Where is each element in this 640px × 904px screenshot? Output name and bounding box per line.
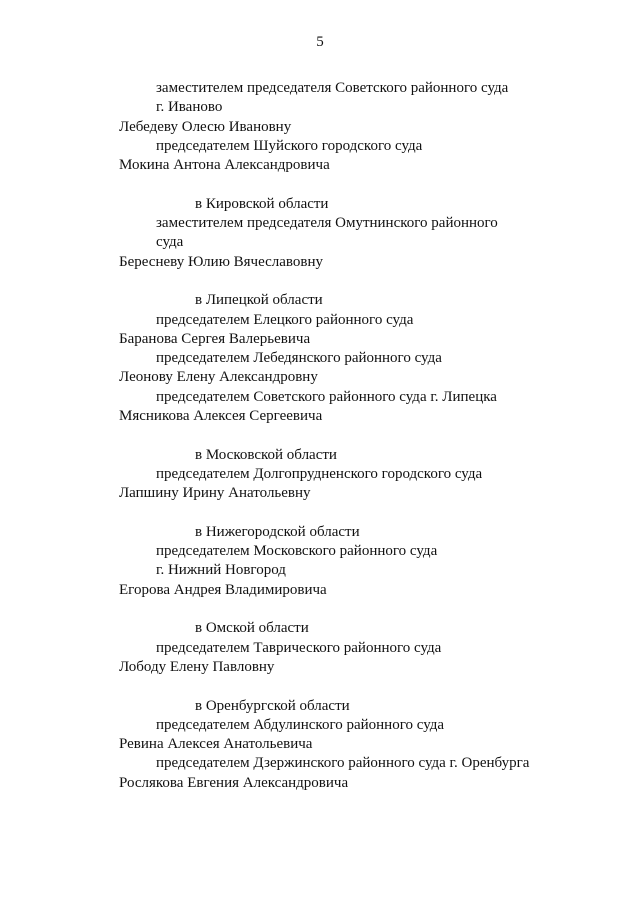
paragraph-gap <box>119 272 579 291</box>
position-line: заместителем председателя Омутнинского районного <box>156 215 498 232</box>
region-heading: в Липецкой области <box>195 292 323 309</box>
paragraph-gap <box>119 175 579 194</box>
region-heading: в Кировской области <box>195 195 329 212</box>
appointee-name: Лебедеву Олесю Ивановну <box>119 118 292 135</box>
position-line: заместителем председателя Советского районного суда <box>156 80 509 96</box>
paragraph-gap <box>119 504 579 523</box>
region-heading: в Московской области <box>195 446 337 463</box>
position-line: председателем Шуйского городского суда <box>156 137 423 154</box>
region-heading: в Нижегородской области <box>195 523 360 540</box>
paragraph-gap <box>119 426 579 445</box>
appointee-name: Лободу Елену Павловну <box>119 658 275 675</box>
position-line: председателем Дзержинского районного суда г. Оренбурга <box>156 755 530 772</box>
position-line: председателем Елецкого районного суда <box>156 311 414 328</box>
appointee-name: Егорова Андрея Владимировича <box>119 581 327 598</box>
appointee-name: Рослякова Евгения Александровича <box>119 774 349 791</box>
region-heading: в Омской области <box>195 620 309 637</box>
page-number: 5 <box>316 34 324 50</box>
position-line: суда <box>156 234 184 251</box>
position-line: председателем Абдулинского районного суда <box>156 716 445 733</box>
appointee-name: Лапшину Ирину Анатольевну <box>119 485 311 502</box>
appointee-name: Мокина Антона Александровича <box>119 157 330 174</box>
paragraph-gap <box>119 600 579 619</box>
position-line: председателем Лебедянского районного суда <box>156 350 442 367</box>
position-line: г. Иваново <box>156 99 223 116</box>
appointee-name: Леонову Елену Александровну <box>119 369 318 386</box>
paragraph-gap <box>119 677 579 696</box>
appointee-name: Баранова Сергея Валерьевича <box>119 330 311 347</box>
position-line: г. Нижний Новгород <box>156 562 286 579</box>
position-line: председателем Таврического районного суда <box>156 639 442 656</box>
position-line: председателем Долгопрудненского городского суда <box>156 465 483 482</box>
appointee-name: Бересневу Юлию Вячеславовну <box>119 253 324 270</box>
position-line: председателем Московского районного суда <box>156 543 438 560</box>
appointee-name: Мясникова Алексея Сергеевича <box>119 408 323 425</box>
appointee-name: Ревина Алексея Анатольевича <box>119 736 313 753</box>
region-heading: в Оренбургской области <box>195 697 350 714</box>
document-body <box>119 79 579 793</box>
position-line: председателем Советского районного суда г. Липецка <box>156 388 497 405</box>
